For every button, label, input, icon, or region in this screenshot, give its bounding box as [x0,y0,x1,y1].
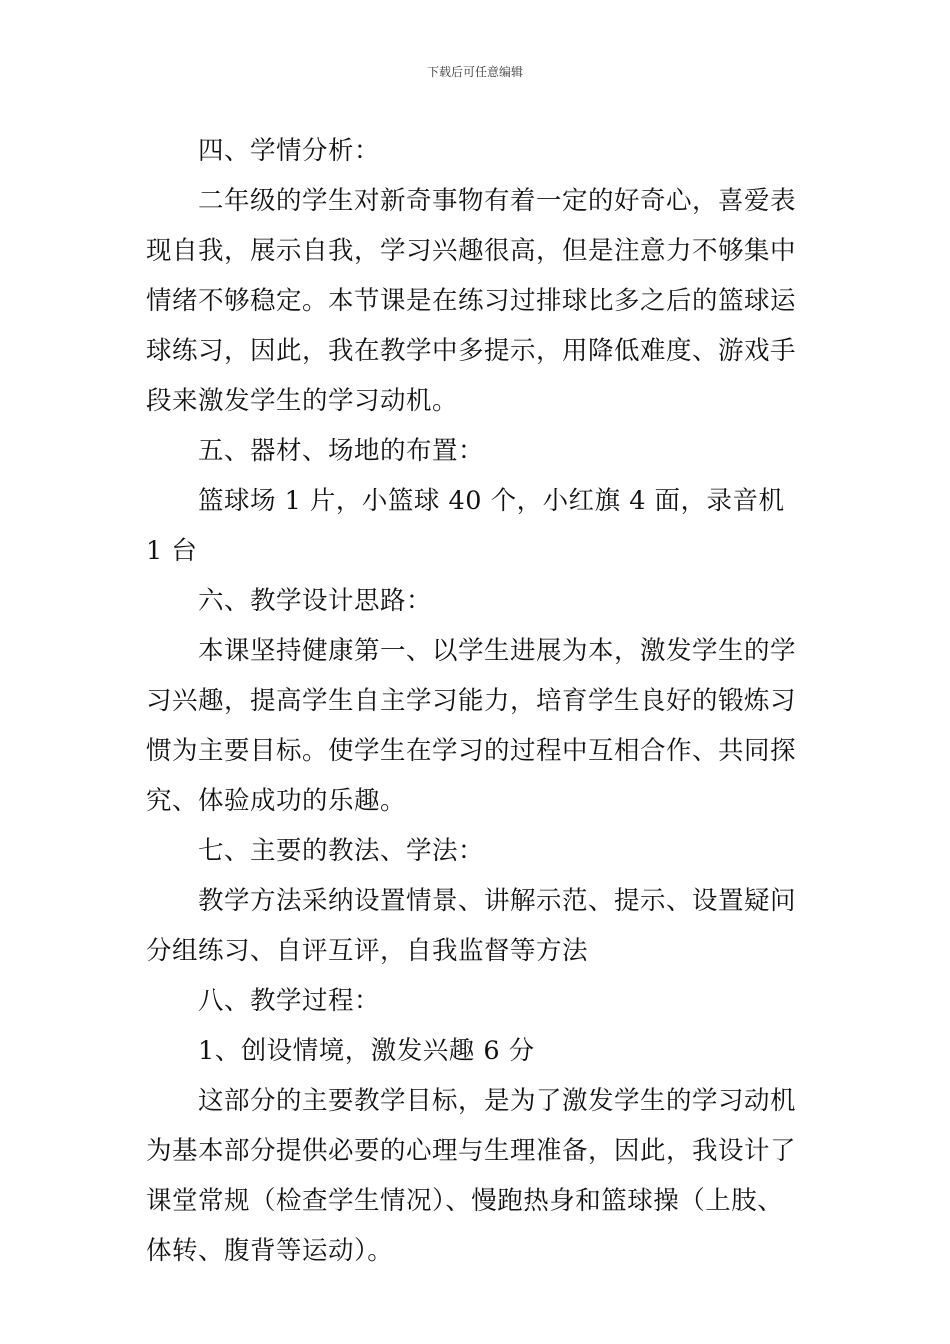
paragraph-design-idea: 本课坚持健康第一、以学生进展为本，激发学生的学习兴趣，提高学生自主学习能力，培育学生良好的锻炼习惯为主要目标。使学生在学习的过程中互相合作、共同探究、体验成功的乐趣。 [146,636,797,816]
section-heading-design-idea: 六、教学设计思路： [198,586,433,616]
paragraph-methods: 教学方法采纳设置情景、讲解示范、提示、设置疑问分组练习、自评互评，自我监督等方法 [146,886,797,966]
section-heading-teaching-process: 八、教学过程： [198,986,381,1016]
paragraph-step-1-description: 这部分的主要教学目标，是为了激发学生的学习动机为基本部分提供必要的心理与生理准备，因此，我设计了课堂常规（检查学生情况）、慢跑热身和篮球操（上肢、体转、腹背等运动）。 [146,1086,797,1266]
section-heading-learning-analysis: 四、学情分析： [198,136,381,166]
section-heading-methods: 七、主要的教法、学法： [198,836,485,866]
paragraph-step-1: 1、创设情境，激发兴趣 6 分 [198,1036,535,1066]
paragraph-equipment: 篮球场 1 片，小篮球 40 个，小红旗 4 面，录音机 1 台 [146,486,785,566]
paragraph-learning-analysis: 二年级的学生对新奇事物有着一定的好奇心，喜爱表现自我，展示自我，学习兴趣很高，但是注意力不够集中情绪不够稳定。本节课是在练习过排球比多之后的篮球运球练习，因此，我在教学中多提示，用降低难度、游戏手段来激发学生的学习动机。 [146,186,797,416]
section-heading-equipment: 五、器材、场地的布置： [198,436,485,466]
page-header: 下载后可任意编辑 [426,65,523,79]
document-body [146,126,806,1276]
